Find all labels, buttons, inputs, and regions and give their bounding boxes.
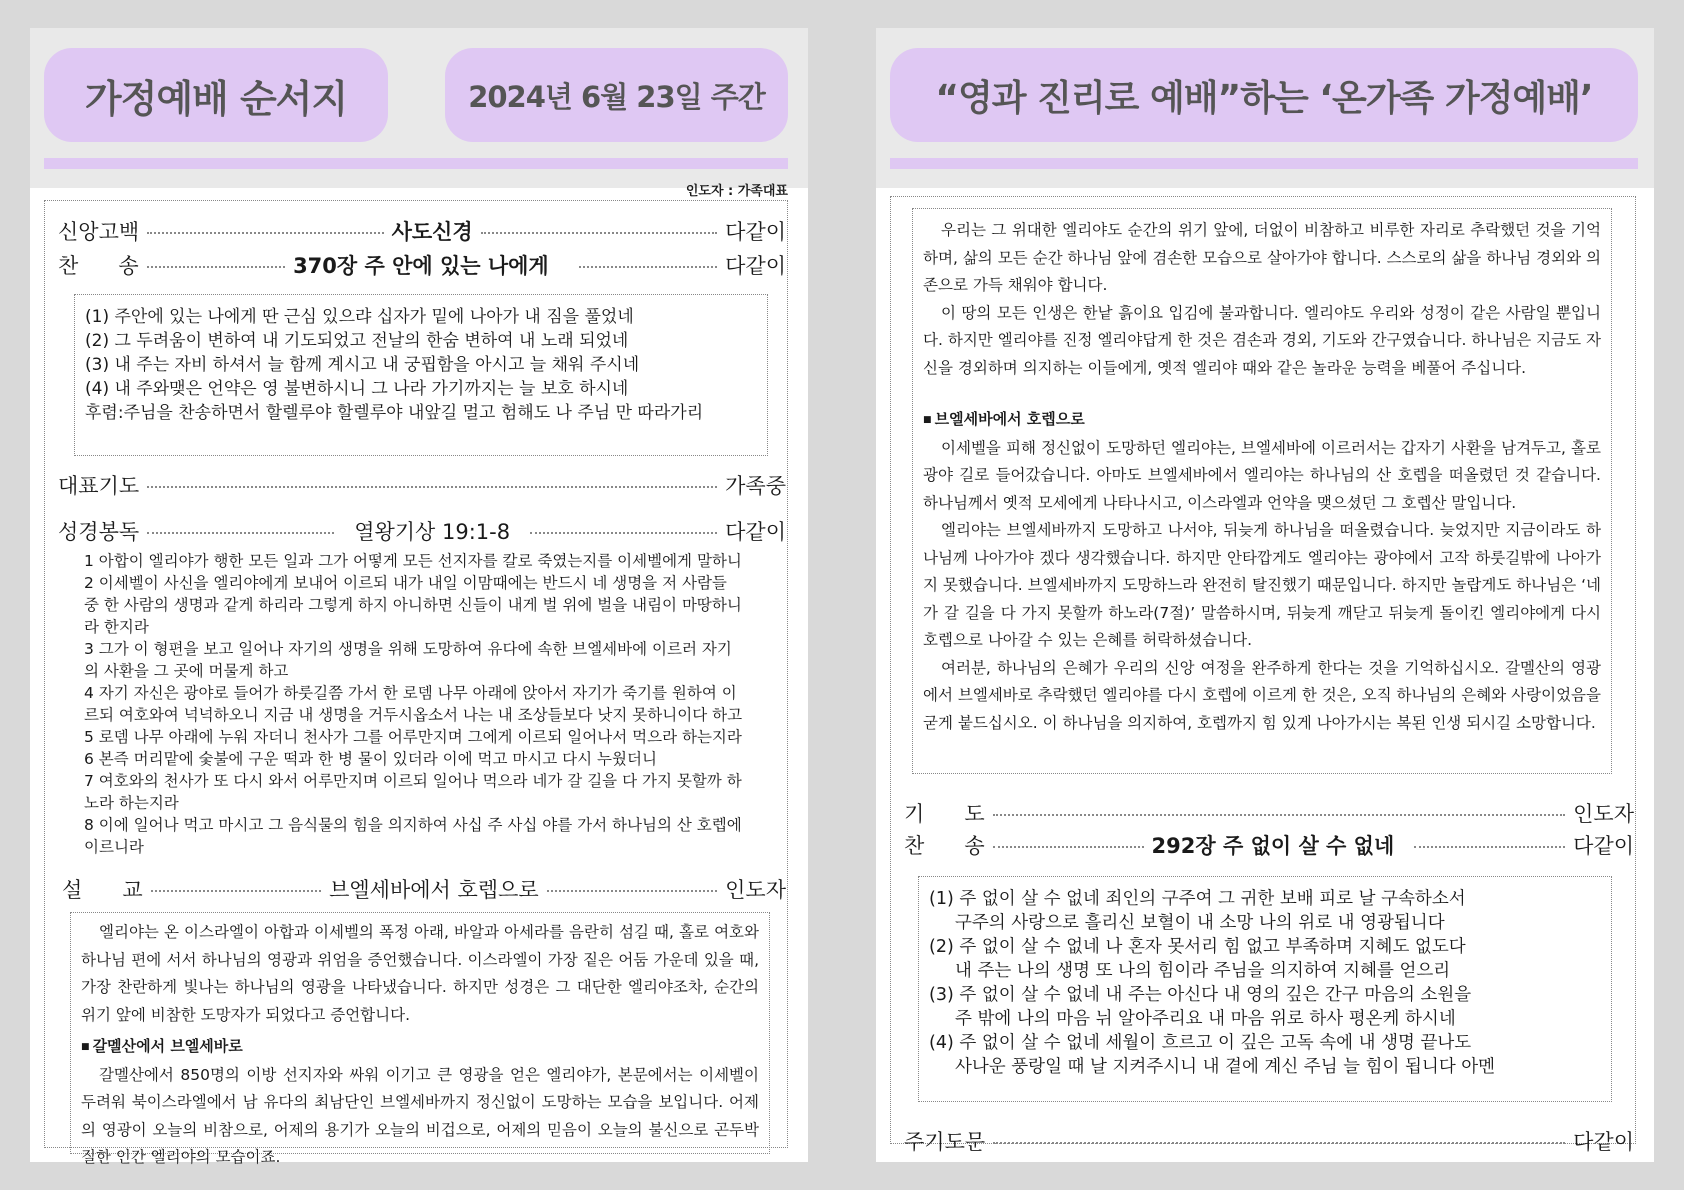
reading-row <box>58 516 786 546</box>
sermon-subheading: ■ 갈멜산에서 브엘세바로 <box>81 1033 759 1062</box>
dotted-leader <box>147 532 334 534</box>
verse-line: 2 이세벨이 사신을 엘리야에게 보내어 이르되 내가 내일 이맘때에는 반드시 네 생명을 저 사람들 <box>84 574 727 592</box>
hymn-who: 다같이 <box>1573 834 1635 858</box>
dotted-leader <box>147 486 717 488</box>
dotted-leader <box>147 232 383 234</box>
leader-line: 인도자 : 가족대표 <box>685 184 788 199</box>
sermon-paragraph: 이 땅의 모든 인생은 한낱 흙이요 입김에 불과합니다. 엘리야도 우리와 성정이 같은 사람일 뿐입니다. 하지만 엘리야를 진정 엘리야답게 한 것은 겸손과 경외, 기도와 간구였습니다. 하나님은 지금도 자신을 경외하며 의지하는 이들에게, 옛적 엘리야 때와 같은 놀라운 능력을 베풀어 주십니다. <box>923 303 1601 377</box>
hymn-label: 찬 송 <box>904 834 985 858</box>
prayer-who: 가족중 <box>725 474 786 498</box>
hymn-line: (4) 주 없이 살 수 없네 세월이 흐르고 이 깊은 고독 속에 내 생명 끝나도 <box>929 1033 1472 1053</box>
hymn-lyrics-box <box>74 294 768 456</box>
creed-row <box>58 216 786 246</box>
hymn-label: 찬 송 <box>58 254 139 278</box>
lords-prayer-who: 다같이 <box>1573 1130 1634 1154</box>
verse-line: 르되 여호와여 넉넉하오니 지금 내 생명을 거두시옵소서 나는 내 조상들보다 낫지 못하니이다 하고 <box>84 706 743 724</box>
hymn-verse: (4) 내 주와맺은 언약은 영 불변하시니 그 나라 가기까지는 늘 보호 하시네 <box>85 379 629 399</box>
dotted-leader <box>530 532 717 534</box>
theme-title: “영과 진리로 예배”하는 ‘온가족 가정예배’ <box>890 48 1638 142</box>
hymn-line: (2) 주 없이 살 수 없네 나 혼자 못서리 힘 없고 부족하며 지혜도 없도다 <box>929 937 1466 957</box>
sermon-continued-box <box>912 208 1612 774</box>
right-accent-bar <box>890 158 1638 169</box>
bulletin-title: 가정예배 순서지 <box>44 48 388 142</box>
hymn-line: (3) 주 없이 살 수 없네 내 주는 아신다 내 영의 깊은 간구 마음의 소원을 <box>929 985 1472 1005</box>
prayer-label: 대표기도 <box>58 474 140 498</box>
sermon-who: 인도자 <box>725 878 786 902</box>
right-page <box>876 28 1654 1162</box>
hymn-row <box>58 250 786 280</box>
dotted-leader <box>481 232 717 234</box>
creed-title: 사도신경 <box>391 220 473 244</box>
dotted-leader <box>579 266 717 268</box>
verse-line: 라 한지라 <box>84 618 149 636</box>
scripture-verses <box>84 550 764 858</box>
verse-line: 7 여호와의 천사가 또 다시 와서 어루만지며 이르되 일어나 먹으라 네가 갈 길을 다 가지 못할까 하 <box>84 772 742 790</box>
verse-line: 1 아합이 엘리야가 행한 모든 일과 그가 어떻게 모든 선지자를 칼로 죽였는지를 이세벨에게 말하니 <box>84 552 742 570</box>
left-page <box>30 28 808 1166</box>
hymn-row <box>904 830 1634 860</box>
lords-prayer-row <box>904 1126 1634 1156</box>
verse-line: 3 그가 이 형편을 보고 일어나 자기의 생명을 위해 도망하여 유다에 속한 브엘세바에 이르러 자기 <box>84 640 732 658</box>
verse-line: 4 자기 자신은 광야로 들어가 하룻길쯤 가서 한 로뎀 나무 아래에 앉아서 자기가 죽기를 원하여 이 <box>84 684 737 702</box>
verse-line: 노라 하는지라 <box>84 794 179 812</box>
sermon-row <box>62 874 786 904</box>
dotted-leader <box>993 1142 1565 1144</box>
dotted-leader <box>147 266 285 268</box>
hymn-lyrics-box <box>918 876 1612 1102</box>
left-accent-bar <box>44 158 788 169</box>
verse-line: 의 사환을 그 곳에 머물게 하고 <box>84 662 289 680</box>
sermon-paragraph: 엘리야는 온 이스라엘이 아합과 이세벨의 폭정 아래, 바알과 아세라를 음란히 섬길 때, 홀로 여호와 하나님 편에 서서 하나님의 영광과 위엄을 증언했습니다. 이스라엘이 가장 짙은 어둠 가운데 있을 때, 가장 찬란하게 빛나는 하나님의 영광을 나타냈습니다. 하지만 성경은 그 대단한 엘리야조차, 순간의 위기 앞에 비참한 도망자가 되었다고 증언합니다. <box>81 923 759 1024</box>
creed-label: 신앙고백 <box>58 220 140 244</box>
hymn-line: 구주의 사랑으로 흘리신 보혈이 내 소망 나의 위로 내 영광됩니다 <box>955 913 1445 933</box>
hymn-verse: (1) 주안에 있는 나에게 딴 근심 있으랴 십자가 밑에 나아가 내 짐을 풀었네 <box>85 307 634 327</box>
hymn-refrain: 후렴:주님을 찬송하면서 할렐루야 할렐루야 내앞길 멀고 험해도 나 주님 만 따라가리 <box>85 403 704 423</box>
dotted-leader <box>993 846 1144 848</box>
dotted-leader <box>547 890 717 892</box>
sermon-text-box <box>70 912 770 1166</box>
verse-line: 이르니라 <box>84 838 144 856</box>
prayer-who: 인도자 <box>1573 802 1634 826</box>
reading-title: 열왕기상 19:1-8 <box>354 520 511 544</box>
sermon-paragraph: 우리는 그 위대한 엘리야도 순간의 위기 앞에, 더없이 비참하고 비루한 자리로 추락했던 것을 기억하며, 삶의 모든 순간 하나님 앞에 겸손한 모습으로 살아가야 합니다. 스스로의 삶을 하나님 경외와 의존으로 가득 채워야 합니다. <box>923 221 1601 294</box>
hymn-who: 다같이 <box>725 254 787 278</box>
hymn-line: 주 밖에 나의 마음 뉘 알아주리요 내 마음 위로 하사 평온케 하시네 <box>955 1009 1456 1029</box>
creed-who: 다같이 <box>725 220 787 244</box>
verse-line: 5 로뎀 나무 아래에 누워 자더니 천사가 그를 어루만지며 그에게 이르되 일어나서 먹으라 하는지라 <box>84 728 742 746</box>
hymn-verse: (2) 그 두려움이 변하여 내 기도되었고 전날의 한숨 변하여 내 노래 되었네 <box>85 331 629 351</box>
verse-line: 6 본즉 머리맡에 숯불에 구운 떡과 한 병 물이 있더라 이에 먹고 마시고 다시 누웠더니 <box>84 750 657 768</box>
prayer-label: 기 도 <box>904 802 985 826</box>
sermon-paragraph: 여러분, 하나님의 은혜가 우리의 신앙 여정을 완주하게 한다는 것을 기억하십시오. 갈멜산의 영광에서 브엘세바로 추락했던 엘리야를 다시 호렙에 이르게 한 것은, 오직 하나님의 은혜와 사랑이었음을 굳게 붙드십시오. 이 하나님을 의지하여, 호렙까지 힘 있게 나아가시는 복된 인생 되시길 소망합니다. <box>923 658 1601 732</box>
verse-line: 8 이에 일어나 먹고 마시고 그 음식물의 힘을 의지하여 사십 주 사십 야를 가서 하나님의 산 호렙에 <box>84 816 742 834</box>
sermon-label: 설 교 <box>62 878 143 902</box>
sermon-title: 브엘세바에서 호렙으로 <box>329 878 539 902</box>
bulletin-date: 2024년 6월 23일 주간 <box>445 48 788 142</box>
hymn-line: 내 주는 나의 생명 또 나의 힘이라 주님을 의지하여 지혜를 얻으리 <box>955 961 1451 981</box>
verse-line: 중 한 사람의 생명과 같게 하리라 그렇게 하지 아니하면 신들이 내게 벌 위에 벌을 내림이 마땅하니 <box>84 596 742 614</box>
sermon-paragraph: 갈멜산에서 850명의 이방 선지자와 싸워 이기고 큰 영광을 얻은 엘리야가, 본문에서는 이세벨이 두려워 북이스라엘에서 남 유다의 최남단인 브엘세바까지 정신없이 도망하는 모습을 보입니다. 어제의 영광이 오늘의 비참으로, 어제의 용기가 오늘의 비겁으로, 어제의 믿음이 오늘의 불신으로 곤두박질한 인간 엘리야의 모습이죠. <box>81 1065 759 1166</box>
hymn-title: 370장 주 안에 있는 나에게 <box>293 254 549 278</box>
dotted-leader <box>993 814 1566 816</box>
dotted-leader <box>1414 846 1565 848</box>
hymn-verse: (3) 내 주는 자비 하셔서 늘 함께 계시고 내 궁핍함을 아시고 늘 채워 주시네 <box>85 355 640 375</box>
dotted-leader <box>151 890 321 892</box>
hymn-line: 사나운 풍랑일 때 날 지켜주시니 내 곁에 계신 주님 늘 힘이 됩니다 아멘 <box>955 1057 1496 1077</box>
reading-who: 다같이 <box>725 520 786 544</box>
sermon-paragraph: 엘리야는 브엘세바까지 도망하고 나서야, 뒤늦게 하나님을 떠올렸습니다. 늦었지만 지금이라도 하나님께 나아가야 겠다 생각했습니다. 하지만 안타깝게도 엘리야는 광야에서 고작 하룻길밖에 나아가지 못했습니다. 브엘세바까지 도망하느라 완전히 탈진했기 때문입니다. 하지만 놀랍게도 하나님은 ‘네가 갈 길을 다 가지 못할까 하노라(7절)’ 말씀하시며, 뒤늦게 깨닫고 뒤늦게 돌이킨 엘리야에게 다시 호렙으로 나아갈 수 있는 은혜를 허락하셨습니다. <box>923 521 1601 649</box>
reading-label: 성경봉독 <box>58 520 140 544</box>
prayer-row <box>58 470 786 500</box>
sermon-subheading: ■ 브엘세바에서 호렙으로 <box>923 406 1601 435</box>
hymn-title: 292장 주 없이 살 수 없네 <box>1151 834 1395 858</box>
lords-prayer-label: 주기도문 <box>904 1130 986 1154</box>
prayer-row <box>904 798 1634 828</box>
hymn-line: (1) 주 없이 살 수 없네 죄인의 구주여 그 귀한 보배 피로 날 구속하소서 <box>929 889 1466 909</box>
sermon-paragraph: 이세벨을 피해 정신없이 도망하던 엘리야는, 브엘세바에 이르러서는 갑자기 사환을 남겨두고, 홀로 광야 길로 들어갔습니다. 아마도 브엘세바에서 엘리야는 하나님의 산 호렙을 떠올렸던 것 같습니다. 하나님께서 옛적 모세에게 나타나시고, 이스라엘과 언약을 맺으셨던 그 호렙산 말입니다. <box>923 438 1601 512</box>
